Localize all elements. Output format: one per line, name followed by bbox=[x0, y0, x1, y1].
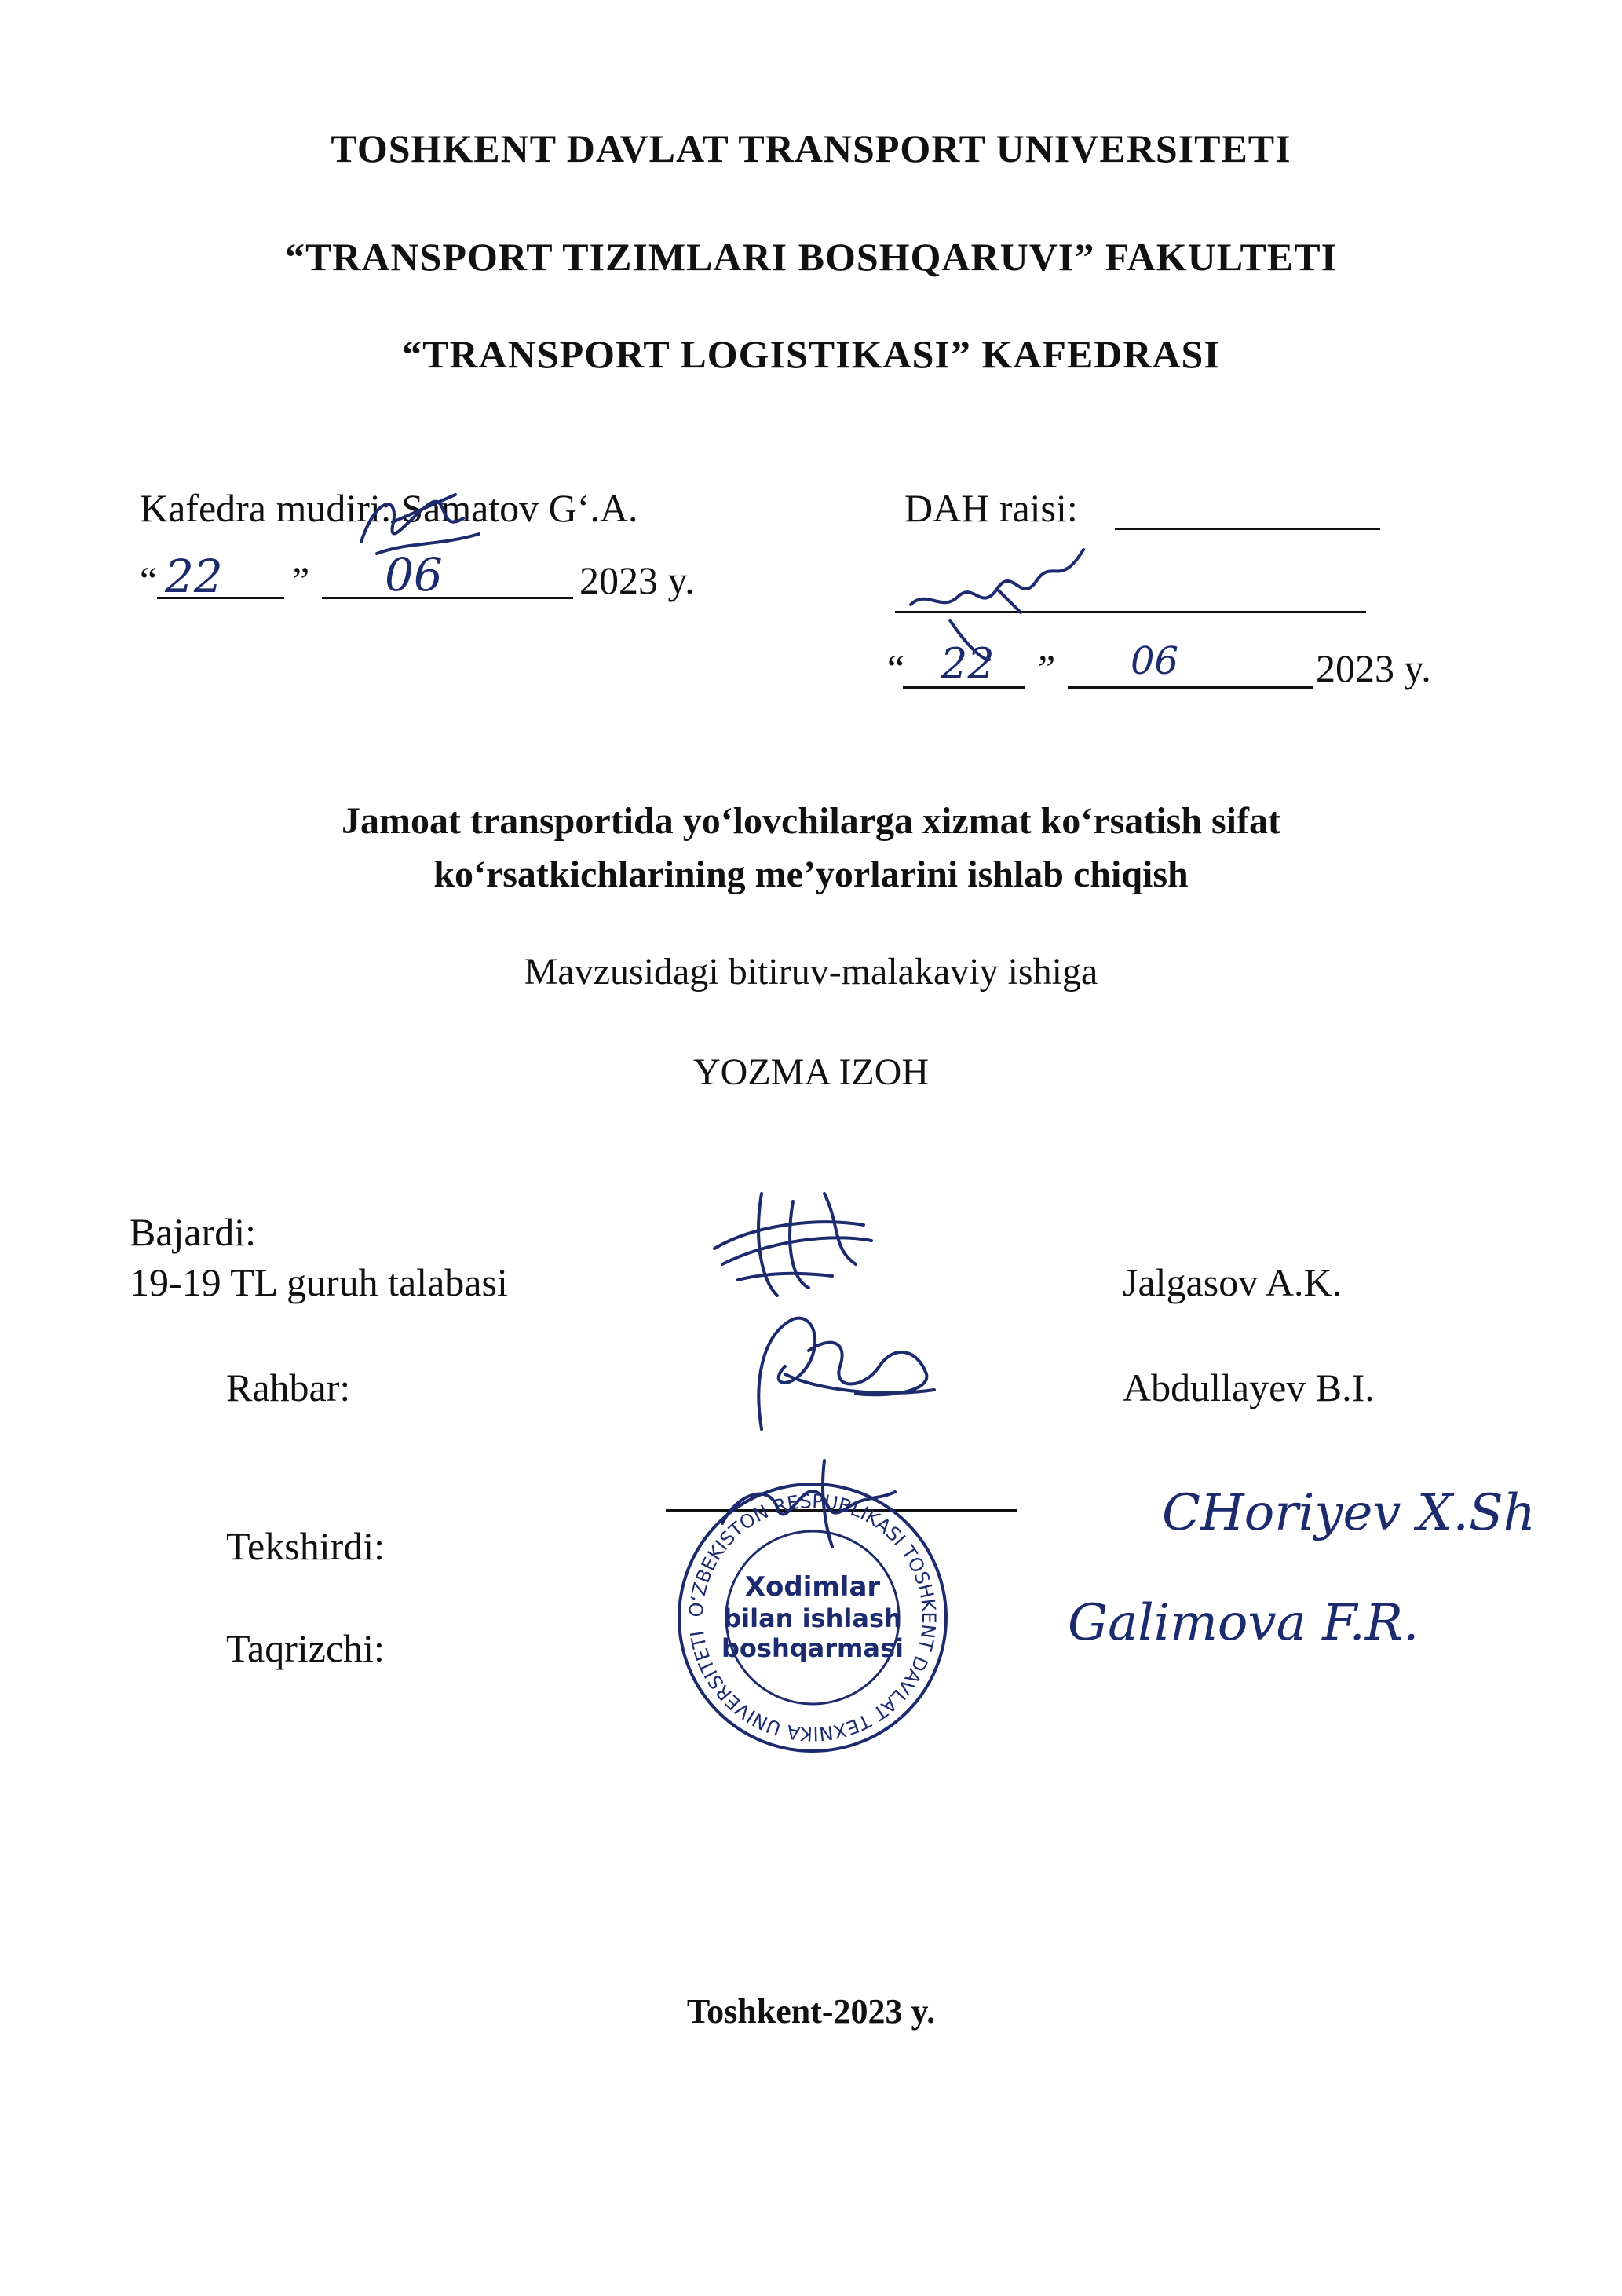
document-type: YOZMA IZOH bbox=[693, 1051, 929, 1093]
open-quote: “ bbox=[887, 646, 905, 690]
approval-right-year: 2023 y. bbox=[1316, 646, 1431, 690]
student-name: Jalgasov A.K. bbox=[1123, 1260, 1343, 1304]
subtitle: Mavzusidagi bitiruv-malakaviy ishiga bbox=[524, 951, 1098, 993]
commission-chair-label: DAH raisi: bbox=[904, 486, 1078, 530]
performed-label: Bajardi: bbox=[130, 1210, 257, 1254]
approval-left-month: 06 bbox=[385, 548, 443, 601]
chair-name-line bbox=[1115, 528, 1380, 530]
footer-city-year: Toshkent-2023 y. bbox=[686, 1992, 936, 2031]
approval-right-day: 22 bbox=[941, 639, 995, 689]
supervisor-signature bbox=[738, 1303, 942, 1437]
approval-right-month: 06 bbox=[1131, 639, 1179, 683]
stamp-center-line3: boshqarmasi bbox=[721, 1633, 904, 1663]
supervisor-label: Rahbar: bbox=[226, 1366, 351, 1409]
head-signature bbox=[345, 479, 502, 573]
approval-left-day: 22 bbox=[165, 550, 223, 603]
stamp-center-line2: bilan ishlash bbox=[723, 1603, 902, 1633]
month-line bbox=[1068, 686, 1313, 689]
university-title: TOSHKENT DAVLAT TRANSPORT UNIVERSITETI bbox=[331, 126, 1291, 170]
student-signature bbox=[707, 1178, 879, 1303]
checker-name: СHoriyev X.Sh bbox=[1162, 1484, 1536, 1542]
reviewer-name: Galimova F.R. bbox=[1068, 1594, 1419, 1652]
stamp-ring-text: O‘ZBEKISTON RESPUBLIKASI TOSHKENT DAVLAT TEXNIKA UNIVERSITETI bbox=[685, 1490, 941, 1746]
close-quote: ” bbox=[292, 558, 310, 602]
thesis-topic-line2: ko‘rsatkichlarining me’yorlarini ishlab chiqish bbox=[433, 854, 1189, 895]
close-quote: ” bbox=[1038, 646, 1056, 690]
reviewer-label: Taqrizchi: bbox=[226, 1626, 385, 1670]
department-title: “TRANSPORT LOGISTIKASI” KAFEDRASI bbox=[402, 332, 1220, 376]
month-line bbox=[322, 597, 573, 599]
group-label: 19-19 TL guruh talabasi bbox=[130, 1260, 508, 1304]
faculty-title: “TRANSPORT TIZIMLARI BOSHQARUVI” FAKULTETI bbox=[284, 235, 1338, 279]
approval-left-year: 2023 y. bbox=[579, 558, 695, 602]
stamp-center-line1: Xodimlar bbox=[744, 1571, 881, 1603]
chair-signature bbox=[903, 542, 1107, 667]
supervisor-name: Abdullayev B.I. bbox=[1123, 1366, 1375, 1409]
university-stamp bbox=[671, 1476, 954, 1759]
checker-label: Tekshirdi: bbox=[226, 1524, 385, 1568]
head-of-department-label: Kafedra mudiri: Samatov G‘.A. bbox=[140, 486, 638, 530]
open-quote: “ bbox=[140, 558, 158, 602]
thesis-topic-line1: Jamoat transportida yo‘lovchilarga xizmat ko‘rsatish sifat bbox=[342, 800, 1280, 842]
